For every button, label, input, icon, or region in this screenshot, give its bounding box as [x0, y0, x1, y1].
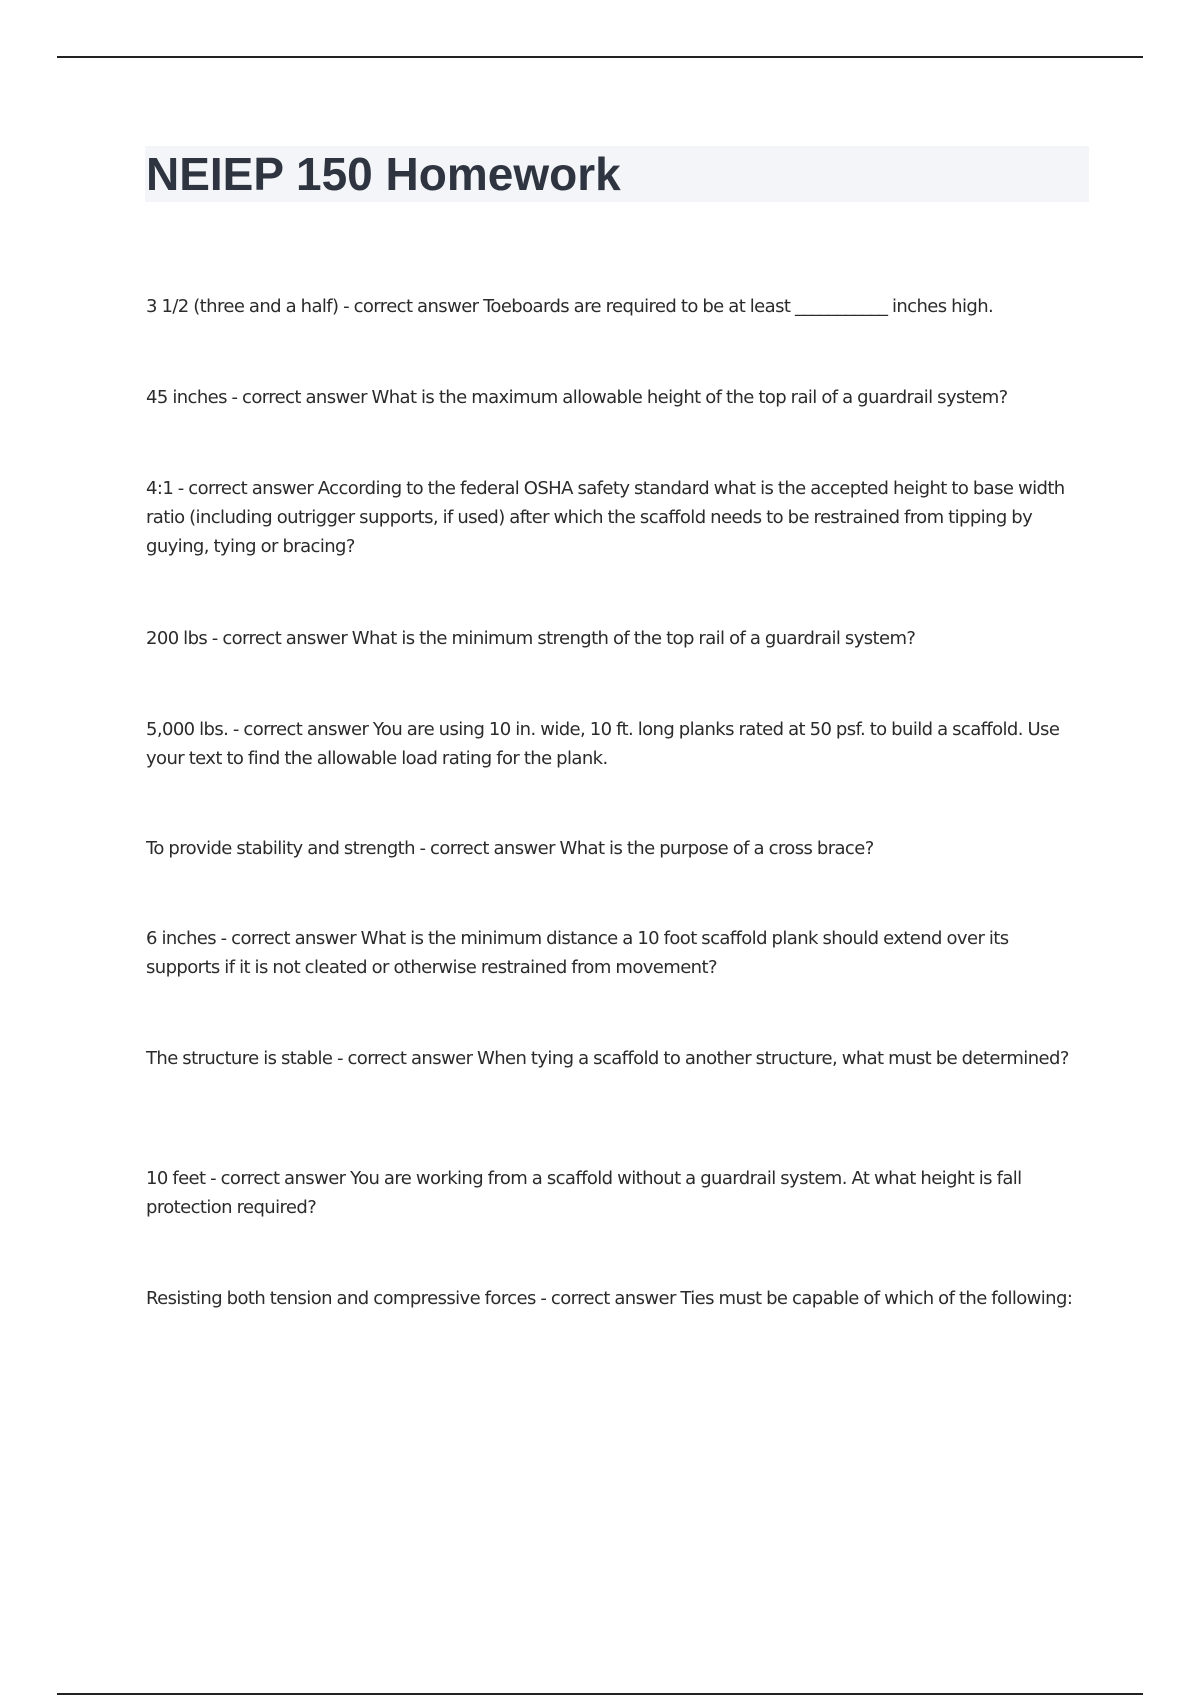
bottom-rule	[57, 1693, 1143, 1695]
qa-item: 200 lbs - correct answer What is the minimum strength of the top rail of a guardrail system?	[146, 628, 916, 649]
qa-item: 45 inches - correct answer What is the maximum allowable height of the top rail of a guardrail system?	[146, 387, 1008, 408]
qa-item: 3 1/2 (three and a half) - correct answer Toeboards are required to be at least ___________ inches high.	[146, 296, 994, 317]
qa-item: 6 inches - correct answer What is the minimum distance a 10 foot scaffold plank should extend over its supports if it is not cleated or otherwise restrained from movement?	[146, 928, 1009, 978]
top-rule	[57, 56, 1143, 58]
qa-item: 4:1 - correct answer According to the federal OSHA safety standard what is the accepted height to base width ratio (including outrigger supports, if used) after which the scaffold needs to be restrained from tipping by guying, tying or bracing?	[146, 478, 1065, 557]
qa-item: Resisting both tension and compressive forces - correct answer Ties must be capable of which of the following:	[146, 1288, 1073, 1309]
page-title: NEIEP 150 Homework	[146, 148, 621, 200]
qa-item: 5,000 lbs. - correct answer You are using 10 in. wide, 10 ft. long planks rated at 50 psf. to build a scaffold. Use your text to find the allowable load rating for the plank.	[146, 719, 1060, 769]
qa-item: 10 feet - correct answer You are working from a scaffold without a guardrail system. At what height is fall protection required?	[146, 1168, 1022, 1218]
qa-item: The structure is stable - correct answer When tying a scaffold to another structure, what must be determined?	[146, 1048, 1069, 1069]
qa-item: To provide stability and strength - correct answer What is the purpose of a cross brace?	[146, 838, 874, 859]
